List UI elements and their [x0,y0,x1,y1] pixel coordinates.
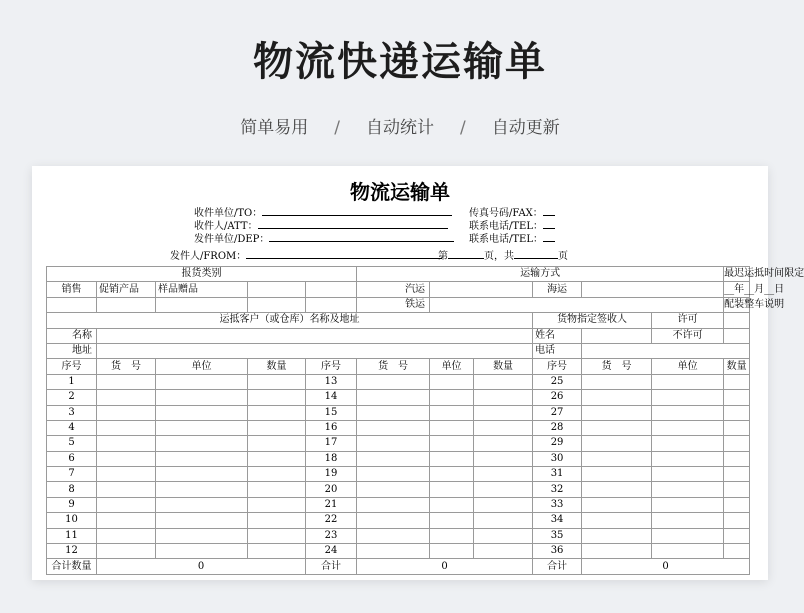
item-cell[interactable] [357,390,430,405]
item-cell[interactable] [156,436,248,451]
item-cell[interactable] [430,420,474,435]
document-title: 物流运输单 [350,180,450,204]
row-seq: 18 [306,451,357,466]
item-cell[interactable] [97,544,156,559]
item-cell[interactable] [156,420,248,435]
truck-label: 汽运 [357,282,430,297]
item-cell[interactable] [724,544,750,559]
item-row [47,482,750,497]
col-unit: 单位 [156,359,248,374]
col-goods-no: 货 号 [357,359,430,374]
item-cell[interactable] [248,513,306,528]
col-seq: 序号 [306,359,357,374]
item-cell[interactable] [357,374,430,389]
no-permit-label: 不许可 [652,328,724,343]
item-cell[interactable] [474,513,533,528]
person-name-label: 姓名 [533,328,582,343]
item-cell[interactable] [156,482,248,497]
subtitle-separator: / [460,118,466,138]
item-cell[interactable] [248,436,306,451]
item-cell[interactable] [582,374,652,389]
item-cell[interactable] [97,482,156,497]
item-cell[interactable] [156,467,248,482]
item-cell[interactable] [582,497,652,512]
item-cell[interactable] [652,528,724,543]
item-cell[interactable] [357,528,430,543]
tel2-field: 联系电话/TEL： [469,231,555,246]
phone-label: 电话 [533,343,582,358]
item-cell[interactable] [724,528,750,543]
item-cell[interactable] [357,544,430,559]
item-cell[interactable] [474,420,533,435]
items-header-row [47,359,750,374]
item-cell[interactable] [652,513,724,528]
item-cell[interactable] [97,436,156,451]
customer-addr-label: 运抵客户（或仓库）名称及地址 [47,313,533,328]
category-row-1 [47,282,750,297]
address-input[interactable] [97,343,533,358]
item-cell[interactable] [156,405,248,420]
row-seq: 21 [306,497,357,512]
total-label: 合计 [533,559,582,574]
item-row [47,436,750,451]
row-seq: 16 [306,420,357,435]
name-input[interactable] [97,328,533,343]
category-row-2 [47,297,750,312]
item-cell[interactable] [724,497,750,512]
row-seq: 1 [47,374,97,389]
item-cell[interactable] [724,482,750,497]
address-label: 地址 [47,343,97,358]
item-cell[interactable] [97,374,156,389]
form-cell[interactable] [724,313,750,328]
form-cell[interactable] [248,297,306,312]
item-cell[interactable] [248,420,306,435]
item-cell[interactable] [474,467,533,482]
item-cell[interactable] [582,544,652,559]
signee-label: 货物指定签收人 [533,313,652,328]
col-unit: 单位 [430,359,474,374]
item-cell[interactable] [430,513,474,528]
tel2-input[interactable] [543,231,555,242]
item-cell[interactable] [474,497,533,512]
item-row [47,390,750,405]
sea-label: 海运 [533,282,582,297]
item-cell[interactable] [97,467,156,482]
item-cell[interactable] [97,497,156,512]
form-cell[interactable] [306,282,357,297]
item-cell[interactable] [724,451,750,466]
item-cell[interactable] [430,467,474,482]
category-header-row [47,267,750,282]
item-cell[interactable] [724,420,750,435]
item-cell[interactable] [97,420,156,435]
address-row [47,343,750,358]
col-qty: 数量 [474,359,533,374]
item-cell[interactable] [582,436,652,451]
row-seq: 25 [533,374,582,389]
item-cell[interactable] [156,451,248,466]
promo-label: 促销产品 [97,282,156,297]
item-cell[interactable] [652,436,724,451]
row-seq: 15 [306,405,357,420]
row-seq: 23 [306,528,357,543]
total-value-3: 0 [582,559,750,574]
item-cell[interactable] [430,497,474,512]
name-row [47,328,750,343]
item-cell[interactable] [582,451,652,466]
row-seq: 36 [533,544,582,559]
row-seq: 27 [533,405,582,420]
item-cell[interactable] [724,436,750,451]
col-seq: 序号 [47,359,97,374]
subtitle-separator: / [334,118,340,138]
row-seq: 14 [306,390,357,405]
total-qty-value: 0 [97,559,306,574]
name-label: 名称 [47,328,97,343]
subtitle-item-1: 简单易用 [240,118,309,138]
permit-label: 许可 [652,313,724,328]
item-cell[interactable] [582,390,652,405]
item-cell[interactable] [652,405,724,420]
item-cell[interactable] [582,467,652,482]
item-cell[interactable] [357,420,430,435]
item-cell[interactable] [430,374,474,389]
item-cell[interactable] [97,451,156,466]
item-cell[interactable] [724,405,750,420]
subtitle-item-3: 自动更新 [491,118,560,138]
item-cell[interactable] [652,374,724,389]
sender-unit-field: 发件单位/DEP： [194,231,454,246]
item-cell[interactable] [97,405,156,420]
item-row [47,467,750,482]
item-cell[interactable] [97,528,156,543]
item-cell[interactable] [156,390,248,405]
row-seq: 20 [306,482,357,497]
row-seq: 4 [47,420,97,435]
subtitle-item-2: 自动统计 [366,118,434,138]
row-seq: 2 [47,390,97,405]
subtitle [0,113,800,138]
item-cell[interactable] [357,513,430,528]
row-seq: 22 [306,513,357,528]
item-cell[interactable] [582,528,652,543]
row-seq: 3 [47,405,97,420]
item-cell[interactable] [474,451,533,466]
item-cell[interactable] [652,544,724,559]
row-seq: 7 [47,467,97,482]
item-cell[interactable] [357,436,430,451]
item-cell[interactable] [474,482,533,497]
tel1-field: 联系电话/TEL： [469,218,555,233]
item-cell[interactable] [724,513,750,528]
fax-field: 传真号码/FAX： [469,205,555,220]
item-cell[interactable] [248,467,306,482]
transport-label: 运输方式 [357,267,724,282]
recipient-input[interactable] [258,218,448,229]
row-seq: 32 [533,482,582,497]
total-qty-label: 合计数量 [47,559,97,574]
item-row [47,374,750,389]
item-cell[interactable] [724,467,750,482]
item-row [47,544,750,559]
row-seq: 12 [47,544,97,559]
item-cell[interactable] [582,420,652,435]
form-cell[interactable] [582,282,724,297]
item-cell[interactable] [430,544,474,559]
recipient-unit-input[interactable] [262,205,452,216]
sender-unit-input[interactable] [269,231,454,242]
item-row [47,497,750,512]
row-seq: 8 [47,482,97,497]
item-cell[interactable] [582,405,652,420]
sender-input[interactable] [246,248,442,259]
recipient-unit-field: 收件单位/TO： [194,205,452,220]
item-cell[interactable] [156,528,248,543]
row-seq: 9 [47,497,97,512]
document-paper [32,166,804,580]
row-seq: 34 [533,513,582,528]
row-seq: 5 [47,436,97,451]
shipping-form-table [46,266,804,575]
row-seq: 29 [533,436,582,451]
item-cell[interactable] [430,390,474,405]
item-cell[interactable] [248,390,306,405]
item-cell[interactable] [97,390,156,405]
item-cell[interactable] [652,467,724,482]
item-cell[interactable] [430,528,474,543]
item-cell[interactable] [357,482,430,497]
col-goods-no: 货 号 [97,359,156,374]
row-seq: 11 [47,528,97,543]
item-row [47,420,750,435]
deadline-label: 最迟运抵时间限定 [724,267,750,282]
row-seq: 10 [47,513,97,528]
row-seq: 19 [306,467,357,482]
item-cell[interactable] [357,405,430,420]
item-cell[interactable] [652,482,724,497]
item-cell[interactable] [156,513,248,528]
row-seq: 30 [533,451,582,466]
item-cell[interactable] [652,497,724,512]
phone-input[interactable] [582,343,750,358]
item-cell[interactable] [582,482,652,497]
item-cell[interactable] [430,405,474,420]
item-cell[interactable] [357,497,430,512]
form-cell[interactable] [248,282,306,297]
item-cell[interactable] [474,374,533,389]
form-cell[interactable] [430,282,533,297]
person-name-input[interactable] [582,328,652,343]
item-cell[interactable] [430,451,474,466]
form-cell[interactable] [724,328,750,343]
col-qty: 数量 [248,359,306,374]
fax-input[interactable] [543,205,555,216]
row-seq: 24 [306,544,357,559]
item-cell[interactable] [652,420,724,435]
item-cell[interactable] [430,482,474,497]
item-cell[interactable] [248,482,306,497]
item-row [47,513,750,528]
form-cell[interactable] [156,297,248,312]
page-number-input[interactable] [448,248,484,259]
row-seq: 26 [533,390,582,405]
totals-row [47,559,750,574]
item-cell[interactable] [156,497,248,512]
row-seq: 6 [47,451,97,466]
col-goods-no: 货 号 [582,359,652,374]
recipient-field: 收件人/ATT： [194,218,448,233]
item-cell[interactable] [652,390,724,405]
item-cell[interactable] [474,390,533,405]
item-cell[interactable] [474,436,533,451]
col-qty: 数量 [724,359,750,374]
row-seq: 28 [533,420,582,435]
form-cell[interactable] [97,297,156,312]
row-seq: 13 [306,374,357,389]
page-total-input[interactable] [514,248,558,259]
item-cell[interactable] [724,390,750,405]
form-cell[interactable] [430,297,724,312]
sample-label: 样品赠品 [156,282,248,297]
item-cell[interactable] [248,544,306,559]
row-seq: 17 [306,436,357,451]
rail-label: 铁运 [357,297,430,312]
item-cell[interactable] [156,544,248,559]
item-cell[interactable] [156,374,248,389]
col-unit: 单位 [652,359,724,374]
total-label: 合计 [306,559,357,574]
form-cell[interactable] [47,297,97,312]
item-cell[interactable] [474,528,533,543]
item-cell[interactable] [430,436,474,451]
item-cell[interactable] [582,513,652,528]
sales-label: 销售 [47,282,97,297]
item-row [47,405,750,420]
form-cell[interactable] [306,297,357,312]
row-seq: 33 [533,497,582,512]
col-seq: 序号 [533,359,582,374]
page-title: 物流快递运输单 [253,39,547,85]
report-type-label: 报货类别 [47,267,357,282]
row-seq: 31 [533,467,582,482]
item-row [47,528,750,543]
item-cell[interactable] [357,451,430,466]
row-seq: 35 [533,528,582,543]
sender-field: 发件人/FROM： [170,248,442,263]
item-cell[interactable] [652,451,724,466]
item-cell[interactable] [248,374,306,389]
item-cell[interactable] [248,528,306,543]
item-cell[interactable] [248,405,306,420]
item-cell[interactable] [248,451,306,466]
total-value-2: 0 [357,559,533,574]
address-header-row [47,313,750,328]
full-truck-label: 配装整车说明 [724,297,750,312]
item-cell[interactable] [724,374,750,389]
date-cell[interactable]: __年__月__日 [724,282,750,297]
item-cell[interactable] [248,497,306,512]
item-cell[interactable] [474,544,533,559]
item-cell[interactable] [474,405,533,420]
page-count-field: 第 页，共 页 [438,248,568,263]
tel1-input[interactable] [543,218,555,229]
item-row [47,451,750,466]
item-cell[interactable] [97,513,156,528]
item-cell[interactable] [357,467,430,482]
